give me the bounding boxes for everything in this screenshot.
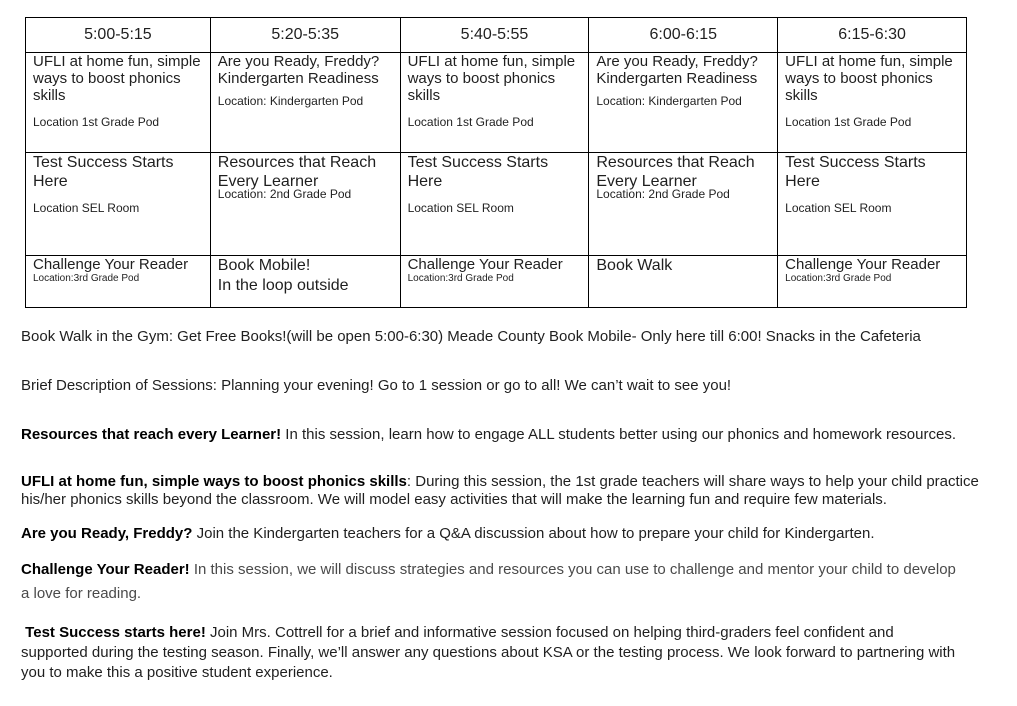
session-cell xyxy=(400,256,589,308)
session-location: Location 1st Grade Pod xyxy=(785,115,912,129)
session-title: Resources that Reach Every Learner xyxy=(596,154,755,190)
session-cell xyxy=(210,256,400,308)
session-title: Are you Ready, Freddy? Kindergarten Readiness xyxy=(596,53,758,87)
test-description xyxy=(21,623,961,683)
time-slot-header: 5:40-5:55 xyxy=(400,18,589,53)
session-cell xyxy=(400,153,589,256)
session-location: Location:3rd Grade Pod xyxy=(785,273,892,284)
session-title: UFLI at home fun, simple ways to boost phonics skills xyxy=(785,53,953,104)
ufli-text: : During this session, the 1st grade teachers will share ways to help your child practice his/her phonics skills beyond the classroom. We will model easy activities that will make the learning fun and require few materials. xyxy=(21,473,979,508)
session-title: Test Success Starts Here xyxy=(33,154,174,190)
session-location: Location:3rd Grade Pod xyxy=(407,273,514,284)
header-row xyxy=(26,18,967,53)
session-location: Location: 2nd Grade Pod xyxy=(217,187,352,201)
time-slot-header: 6:00-6:15 xyxy=(589,18,778,53)
test-title: Test Success starts here! xyxy=(25,624,206,641)
ufli-title: UFLI at home fun, simple ways to boost phonics skills xyxy=(21,473,407,490)
challenge-description xyxy=(21,558,961,606)
session-location: Location SEL Room xyxy=(407,201,514,215)
session-cell xyxy=(400,53,589,153)
session-row xyxy=(26,153,967,256)
session-location: Location: 2nd Grade Pod xyxy=(596,187,730,201)
test-text: Join Mrs. Cottrell for a brief and informative session focused on helping third-graders feel confident and supported during the testing season. Finally, we’ll answer any questions about KSA or the testing process. We look forward to partnering with you to make this a positive student experience. xyxy=(21,624,956,681)
session-location: Location 1st Grade Pod xyxy=(407,115,534,129)
session-location: Location SEL Room xyxy=(33,201,140,215)
session-row xyxy=(26,256,967,308)
info-line: Book Walk in the Gym: Get Free Books!(will be open 5:00-6:30) Meade County Book Mobile- Only here till 6:00! Snacks in the Cafeteria xyxy=(21,328,921,345)
session-cell xyxy=(589,53,778,153)
resources-title: Resources that reach every Learner! xyxy=(21,426,282,443)
session-title: UFLI at home fun, simple ways to boost phonics skills xyxy=(33,53,201,104)
session-location: Location: Kindergarten Pod xyxy=(596,94,742,108)
session-title: Challenge Your Reader xyxy=(407,256,563,273)
time-slot-header: 5:20-5:35 xyxy=(210,18,400,53)
freddy-title: Are you Ready, Freddy? xyxy=(21,525,193,542)
session-title: Resources that Reach Every Learner xyxy=(217,154,377,190)
schedule-table xyxy=(25,17,967,308)
session-location: In the loop outside xyxy=(217,277,349,294)
session-title: UFLI at home fun, simple ways to boost phonics skills xyxy=(407,53,576,104)
session-title: Book Mobile! xyxy=(217,257,311,274)
freddy-description xyxy=(21,524,981,543)
session-title: Challenge Your Reader xyxy=(33,256,189,273)
session-title: Challenge Your Reader xyxy=(785,256,941,273)
session-title: Test Success Starts Here xyxy=(785,154,926,190)
session-cell xyxy=(778,256,967,308)
session-title: Book Walk xyxy=(596,257,673,274)
freddy-text: Join the Kindergarten teachers for a Q&A discussion about how to prepare your child for Kindergarten. xyxy=(192,525,875,542)
time-slot-header: 6:15-6:30 xyxy=(778,18,967,53)
session-cell xyxy=(778,153,967,256)
session-cell xyxy=(26,153,211,256)
session-row xyxy=(26,53,967,153)
challenge-title: Challenge Your Reader! xyxy=(21,561,190,578)
session-title: Test Success Starts Here xyxy=(407,154,549,190)
session-location: Location:3rd Grade Pod xyxy=(33,273,140,284)
challenge-text: In this session, we will discuss strategies and resources you can use to challenge and mentor your child to develop a love for reading. xyxy=(21,561,956,602)
session-location: Location: Kindergarten Pod xyxy=(217,94,364,108)
session-location: Location 1st Grade Pod xyxy=(33,115,160,129)
session-cell xyxy=(210,153,400,256)
session-cell xyxy=(778,53,967,153)
session-cell xyxy=(26,256,211,308)
session-cell xyxy=(26,53,211,153)
session-location: Location SEL Room xyxy=(785,201,892,215)
resources-text: In this session, learn how to engage ALL students better using our phonics and homework resources. xyxy=(281,426,956,443)
session-cell xyxy=(589,256,778,308)
time-slot-header: 5:00-5:15 xyxy=(26,18,211,53)
session-title: Are you Ready, Freddy? Kindergarten Readiness xyxy=(217,53,380,87)
session-cell xyxy=(210,53,400,153)
brief-description: Brief Description of Sessions: Planning your evening! Go to 1 session or go to all! We can’t wait to see you! xyxy=(21,377,732,394)
resources-description xyxy=(21,425,981,444)
ufli-description xyxy=(21,473,981,509)
session-cell xyxy=(589,153,778,256)
